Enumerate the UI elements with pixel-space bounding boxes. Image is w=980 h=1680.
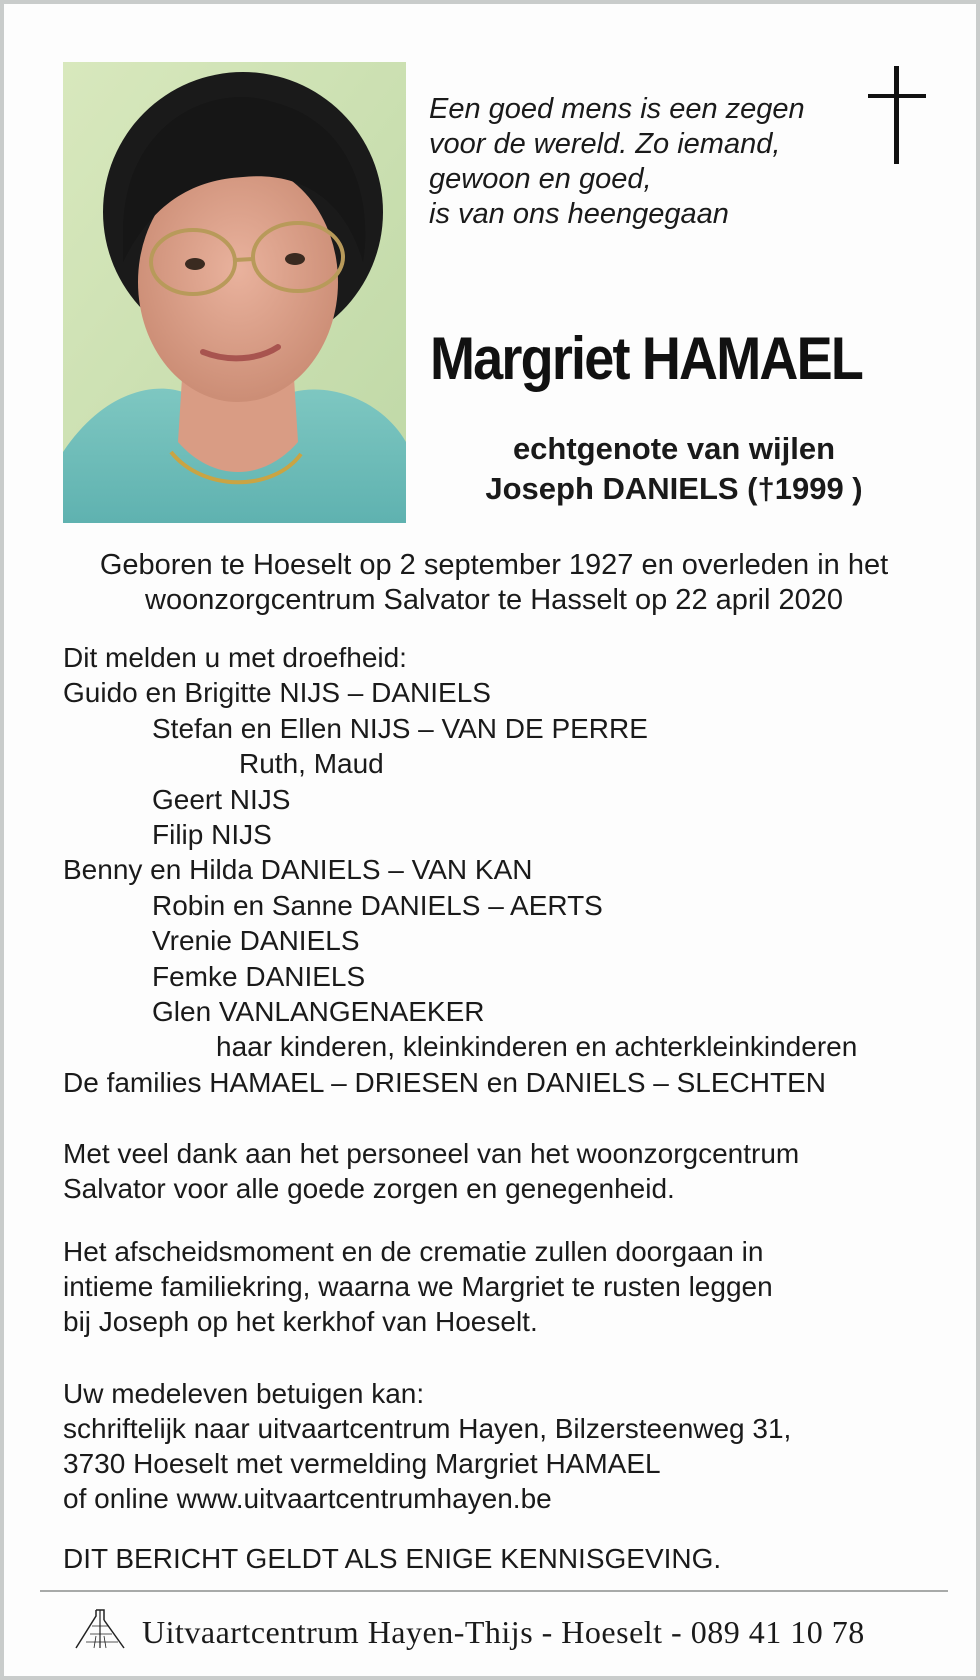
poem	[429, 92, 859, 232]
mourner-entry: Robin en Sanne DANIELS – AERTS	[152, 889, 603, 921]
birth-death-info	[44, 548, 944, 618]
condolence-line: 3730 Hoeselt met vermelding Margriet HAMAEL	[63, 1448, 661, 1479]
mourner-entry: Glen VANLANGENAEKER	[152, 995, 485, 1027]
thanks-line: Met veel dank aan het personeel van het woonzorgcentrum	[63, 1138, 800, 1169]
thanks-line: Salvator voor alle goede zorgen en genegenheid.	[63, 1173, 675, 1204]
mourners-list	[63, 640, 943, 1100]
birth-line: woonzorgcentrum Salvator te Hasselt op 22 april 2020	[145, 584, 843, 616]
condolence-line: Uw medeleven betuigen kan:	[63, 1378, 425, 1409]
deceased-name: Margriet HAMAEL	[430, 325, 863, 392]
portrait-photo	[63, 62, 406, 523]
spouse-info	[434, 429, 914, 509]
mourner-entry: Geert NIJS	[152, 783, 291, 815]
mourner-entry: Ruth, Maud	[239, 748, 384, 780]
footer-contact: Uitvaartcentrum Hayen-Thijs - Hoeselt - 089 41 10 78	[142, 1614, 865, 1650]
poem-line: Een goed mens is een zegen	[429, 93, 805, 125]
mourner-entry: Femke DANIELS	[152, 960, 366, 992]
mourners-intro: Dit melden u met droefheid:	[63, 642, 407, 673]
notice-line: DIT BERICHT GELDT ALS ENIGE KENNISGEVING.	[63, 1543, 722, 1574]
farewell-paragraph	[63, 1234, 943, 1339]
footer	[70, 1602, 950, 1662]
condolence-paragraph	[63, 1376, 943, 1516]
mourner-entry: Stefan en Ellen NIJS – VAN DE PERRE	[152, 712, 648, 744]
mourner-entry: Guido en Brigitte NIJS – DANIELS	[63, 677, 491, 709]
mourner-entry: Filip NIJS	[152, 818, 272, 850]
poem-line: is van ons heengegaan	[429, 198, 729, 230]
poem-line: gewoon en goed,	[429, 163, 652, 195]
mourner-entry: De families HAMAEL – DRIESEN en DANIELS – SLECHTEN	[63, 1066, 826, 1098]
mourner-entry: haar kinderen, kleinkinderen en achterkleinkinderen	[216, 1031, 858, 1063]
condolence-line: schriftelijk naar uitvaartcentrum Hayen, Bilzersteenweg 31,	[63, 1413, 792, 1444]
poem-line: voor de wereld. Zo iemand,	[429, 128, 781, 160]
spouse-line: echtgenote van wijlen	[512, 431, 836, 466]
farewell-line: bij Joseph op het kerkhof van Hoeselt.	[63, 1306, 538, 1337]
thanks-paragraph	[63, 1136, 943, 1206]
notice	[63, 1541, 943, 1576]
cross-icon	[868, 66, 926, 164]
spouse-line: Joseph DANIELS (†1999 )	[485, 471, 863, 506]
mourner-entry: Vrenie DANIELS	[152, 925, 360, 957]
farewell-line: Het afscheidsmoment en de crematie zullen doorgaan in	[63, 1236, 764, 1267]
farewell-line: intieme familiekring, waarna we Margriet te rusten leggen	[63, 1271, 773, 1302]
mourner-entry: Benny en Hilda DANIELS – VAN KAN	[63, 854, 533, 886]
footer-divider	[40, 1590, 948, 1592]
condolence-line: of online www.uitvaartcentrumhayen.be	[63, 1483, 552, 1514]
funeral-home-logo-icon	[74, 1606, 126, 1650]
birth-line: Geboren te Hoeselt op 2 september 1927 en overleden in het	[99, 549, 889, 581]
